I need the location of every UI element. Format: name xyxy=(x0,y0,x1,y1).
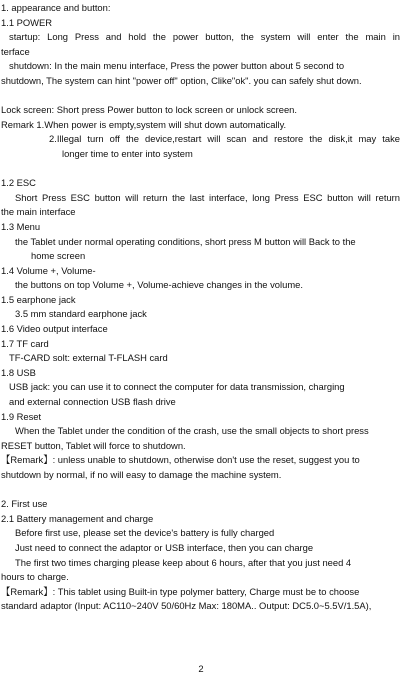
remark-line: longer time to enter into system xyxy=(62,147,193,159)
subheading-usb: 1.8 USB xyxy=(1,366,36,378)
subheading-power: 1.1 POWER xyxy=(1,16,53,28)
text-line: the Tablet under normal operating conditions, short press M button will Back to the xyxy=(15,235,356,247)
text-line: Short Press ESC button will return the last interface, long Press ESC button will return xyxy=(15,191,400,203)
text-line: shutdown: In the main menu interface, Press the power button about 5 second to xyxy=(9,60,345,72)
text-line: USB jack: you can use it to connect the computer for data transmission, charging xyxy=(9,381,345,393)
remark-line: standard adaptor (Input: AC110~240V 50/60Hz Max: 180MA.. Output: DC5.0~5.5V/1.5A), xyxy=(1,600,372,612)
blank-line xyxy=(1,89,400,104)
page-number: 2 xyxy=(198,663,204,674)
text-line: Lock screen: Short press Power button to lock screen or unlock screen. xyxy=(1,104,297,116)
remark-line: 【Remark】: unless unable to shutdown, otherwise don't use the reset, suggest you to xyxy=(1,454,360,466)
text-line: When the Tablet under the condition of the crash, use the small objects to short press xyxy=(15,425,369,437)
subheading-esc: 1.2 ESC xyxy=(1,177,36,189)
manual-page xyxy=(1,1,400,614)
text-line: TF-CARD solt: external T-FLASH card xyxy=(9,352,168,364)
remark-line: Remark 1.When power is empty,system will shut down automatically. xyxy=(1,118,287,130)
subheading-video-output: 1.6 Video output interface xyxy=(1,323,108,335)
text-line: startup: Long Press and hold the power button, the system will enter the main in xyxy=(9,31,400,43)
text-line: Just need to connect the adaptor or USB interface, then you can charge xyxy=(15,541,314,553)
remark-line: 2.Illegal turn off the device,restart will scan and restore the disk,it may take xyxy=(49,133,400,145)
subheading-battery: 2.1 Battery management and charge xyxy=(1,512,154,524)
text-line: shutdown, The system can hint "power off" option, Clike"ok". you can safely shut down. xyxy=(1,74,362,86)
text-line: 3.5 mm standard earphone jack xyxy=(15,308,147,320)
subheading-earphone: 1.5 earphone jack xyxy=(1,293,76,305)
text-line: the buttons on top Volume +, Volume-achieve changes in the volume. xyxy=(15,279,303,291)
text-line: The first two times charging please keep about 6 hours, after that you just need 4 xyxy=(15,556,352,568)
text-line: and external connection USB flash drive xyxy=(9,396,176,408)
text-line: home screen xyxy=(31,250,86,262)
blank-line xyxy=(1,162,400,177)
text-line: the main interface xyxy=(1,206,76,218)
section-heading-appearance: 1. appearance and button: xyxy=(1,2,111,13)
blank-line xyxy=(1,483,400,498)
text-line: terface xyxy=(1,45,30,57)
subheading-tf-card: 1.7 TF card xyxy=(1,337,49,349)
subheading-volume: 1.4 Volume +, Volume- xyxy=(1,264,96,276)
text-line: hours to charge. xyxy=(1,571,69,583)
text-line: RESET button, Tablet will force to shutdown. xyxy=(1,439,186,451)
section-heading-first-use: 2. First use xyxy=(1,498,48,510)
subheading-reset: 1.9 Reset xyxy=(1,410,42,422)
subheading-menu: 1.3 Menu xyxy=(1,220,41,232)
remark-line: shutdown by normal, if no will easy to damage the machine system. xyxy=(1,469,282,480)
remark-line: 【Remark】: This tablet using Built-in type polymer battery, Charge must be to choose xyxy=(1,585,360,597)
text-line: Before first use, please set the device's battery is fully charged xyxy=(15,527,275,539)
